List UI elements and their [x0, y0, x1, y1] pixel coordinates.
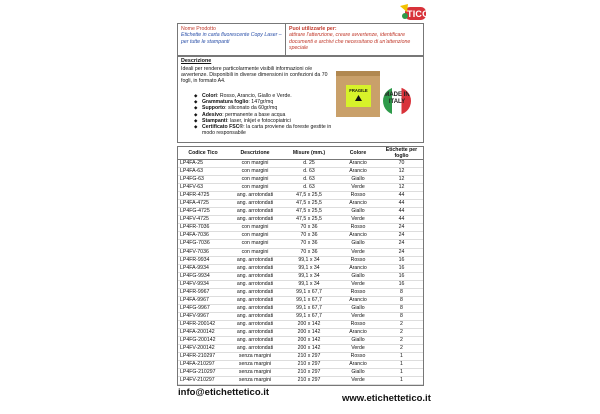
cell-labels-per-sheet: 24	[380, 240, 423, 248]
table-row	[178, 248, 423, 256]
cell-size: 99,1 x 67,7	[282, 288, 336, 296]
usage-cell	[286, 24, 423, 56]
table-row	[178, 240, 423, 248]
cell-description: con margini	[228, 184, 282, 192]
col-header-labels-per-sheet: Etichette per foglio	[380, 147, 423, 160]
cell-description: ang. arrotondati	[228, 280, 282, 288]
cell-description: ang. arrotondati	[228, 288, 282, 296]
table-row	[178, 168, 423, 176]
cell-description: ang. arrotondati	[228, 345, 282, 353]
feature-label: Certificato FSC®	[202, 124, 244, 131]
feature-value: : la carta proviene da foreste gestite in modo responsabile	[202, 124, 332, 137]
cell-labels-per-sheet: 16	[380, 280, 423, 288]
product-header	[177, 23, 424, 57]
cell-code: LP4FA-210297	[178, 361, 228, 369]
cell-labels-per-sheet: 16	[380, 256, 423, 264]
cell-code: LP4FR-210297	[178, 353, 228, 361]
cell-description: con margini	[228, 160, 282, 168]
cell-code: LP4FA-63	[178, 168, 228, 176]
table-row	[178, 256, 423, 264]
cell-code: LP4FV-9967	[178, 312, 228, 320]
table-row	[178, 353, 423, 361]
cell-description: con margini	[228, 232, 282, 240]
footer-email[interactable]: info@etichettetico.it	[178, 387, 270, 398]
cell-code: LP4FG-9934	[178, 272, 228, 280]
cell-code: LP4FV-4725	[178, 216, 228, 224]
product-table	[177, 146, 424, 386]
feature-label: Adesivo	[202, 111, 223, 118]
table-row	[178, 345, 423, 353]
cell-size: 70 x 36	[282, 240, 336, 248]
table-row	[178, 304, 423, 312]
table-row	[178, 280, 423, 288]
cell-color: Giallo	[336, 208, 380, 216]
cell-size: 47,5 x 25,5	[282, 208, 336, 216]
table-row	[178, 320, 423, 328]
table-row	[178, 369, 423, 377]
cell-description: ang. arrotondati	[228, 216, 282, 224]
cell-description: ang. arrotondati	[228, 200, 282, 208]
description-title: Descrizione	[181, 58, 212, 64]
product-name: Etichette in carta fluorescente Copy Laser – per tutte le stampanti	[181, 32, 282, 45]
cell-size: d. 25	[282, 160, 336, 168]
cell-size: 99,1 x 67,7	[282, 296, 336, 304]
cell-code: LP4FG-4725	[178, 208, 228, 216]
cell-color: Verde	[336, 184, 380, 192]
cell-labels-per-sheet: 44	[380, 200, 423, 208]
table-row	[178, 361, 423, 369]
cell-description: ang. arrotondati	[228, 272, 282, 280]
cell-color: Verde	[336, 216, 380, 224]
cell-description: ang. arrotondati	[228, 312, 282, 320]
cell-labels-per-sheet: 24	[380, 224, 423, 232]
cell-size: 210 x 297	[282, 353, 336, 361]
cell-code: LP4FR-200142	[178, 320, 228, 328]
cell-size: 210 x 297	[282, 369, 336, 377]
cell-code: LP4FV-200142	[178, 345, 228, 353]
cell-color: Rosso	[336, 353, 380, 361]
cell-size: 99,1 x 34	[282, 280, 336, 288]
cell-color: Arancio	[336, 328, 380, 336]
cell-labels-per-sheet: 1	[380, 377, 423, 385]
cell-labels-per-sheet: 12	[380, 168, 423, 176]
table-row	[178, 296, 423, 304]
table-header-row	[178, 147, 423, 160]
cell-code: LP4FA-4725	[178, 200, 228, 208]
cell-size: 200 x 142	[282, 328, 336, 336]
description-text: Ideali per rendere particolarmente visibili informazioni o/e avvertenze. Disponibili in diverse dimensioni in confezioni da 70 fogli, in formato A4.	[181, 66, 328, 85]
cell-color: Verde	[336, 345, 380, 353]
cell-color: Giallo	[336, 304, 380, 312]
cell-labels-per-sheet: 70	[380, 160, 423, 168]
cell-color: Arancio	[336, 232, 380, 240]
cell-size: d. 63	[282, 184, 336, 192]
cell-labels-per-sheet: 8	[380, 296, 423, 304]
table-row	[178, 312, 423, 320]
cell-description: con margini	[228, 224, 282, 232]
product-name-cell	[178, 24, 286, 56]
cell-code: LP4FG-9967	[178, 304, 228, 312]
cell-code: LP4FV-9934	[178, 280, 228, 288]
cell-code: LP4FG-63	[178, 176, 228, 184]
feature-value: : Rosso, Arancio, Giallo e Verde.	[217, 93, 292, 99]
table-row	[178, 377, 423, 385]
cell-code: LP4FR-9934	[178, 256, 228, 264]
cell-description: ang. arrotondati	[228, 304, 282, 312]
cell-code: LP4FA-200142	[178, 328, 228, 336]
cell-labels-per-sheet: 1	[380, 353, 423, 361]
cell-color: Verde	[336, 280, 380, 288]
cell-color: Verde	[336, 248, 380, 256]
feature-item	[194, 124, 344, 136]
cell-code: LP4FG-7036	[178, 240, 228, 248]
cell-size: 70 x 36	[282, 224, 336, 232]
col-header-size: Misure (mm.)	[282, 147, 336, 160]
cell-labels-per-sheet: 8	[380, 312, 423, 320]
cell-size: 99,1 x 67,7	[282, 312, 336, 320]
cell-description: ang. arrotondati	[228, 192, 282, 200]
product-image	[336, 71, 380, 117]
cell-description: con margini	[228, 176, 282, 184]
cell-color: Rosso	[336, 256, 380, 264]
cell-size: 210 x 297	[282, 361, 336, 369]
cell-color: Rosso	[336, 320, 380, 328]
table-row	[178, 264, 423, 272]
feature-label: Colori	[202, 93, 217, 99]
cell-code: LP4FG-210297	[178, 369, 228, 377]
cell-size: 200 x 142	[282, 337, 336, 345]
table-row	[178, 176, 423, 184]
cell-labels-per-sheet: 24	[380, 248, 423, 256]
cell-size: d. 63	[282, 168, 336, 176]
cell-code: LP4FV-63	[178, 184, 228, 192]
cell-labels-per-sheet: 24	[380, 232, 423, 240]
cell-size: 47,5 x 25,5	[282, 200, 336, 208]
cell-color: Arancio	[336, 168, 380, 176]
cell-code: LP4FA-7036	[178, 232, 228, 240]
logo-text: TICO	[407, 9, 430, 19]
cell-description: con margini	[228, 248, 282, 256]
cell-labels-per-sheet: 12	[380, 176, 423, 184]
cell-code: LP4FR-4725	[178, 192, 228, 200]
cell-description: ang. arrotondati	[228, 296, 282, 304]
cell-labels-per-sheet: 8	[380, 304, 423, 312]
table-row	[178, 200, 423, 208]
cell-labels-per-sheet: 2	[380, 345, 423, 353]
cell-description: ang. arrotondati	[228, 328, 282, 336]
cell-size: 210 x 297	[282, 377, 336, 385]
cell-size: d. 63	[282, 176, 336, 184]
feature-label: Stampanti	[202, 117, 228, 124]
table-row	[178, 328, 423, 336]
cell-labels-per-sheet: 1	[380, 369, 423, 377]
made-in-italy-text: MADE IN ITALY	[384, 92, 410, 105]
cell-description: ang. arrotondati	[228, 208, 282, 216]
usage-label: Puoi utilizzarle per:	[289, 26, 337, 32]
cell-labels-per-sheet: 12	[380, 184, 423, 192]
cell-size: 47,5 x 25,5	[282, 216, 336, 224]
cell-labels-per-sheet: 44	[380, 216, 423, 224]
cell-code: LP4FV-7036	[178, 248, 228, 256]
table-row	[178, 224, 423, 232]
cell-color: Giallo	[336, 337, 380, 345]
cell-description: senza margini	[228, 361, 282, 369]
cell-labels-per-sheet: 44	[380, 208, 423, 216]
cell-color: Rosso	[336, 224, 380, 232]
cell-labels-per-sheet: 2	[380, 320, 423, 328]
cell-code: LP4FR-9967	[178, 288, 228, 296]
cell-color: Giallo	[336, 369, 380, 377]
cell-color: Rosso	[336, 288, 380, 296]
table-row	[178, 208, 423, 216]
table-row	[178, 192, 423, 200]
cell-color: Arancio	[336, 361, 380, 369]
cell-code: LP4FA-9934	[178, 264, 228, 272]
table-row	[178, 232, 423, 240]
cell-color: Arancio	[336, 200, 380, 208]
cell-size: 200 x 142	[282, 345, 336, 353]
cell-size: 99,1 x 34	[282, 256, 336, 264]
footer-website[interactable]: www.etichettetico.it	[342, 393, 431, 404]
table-row	[178, 337, 423, 345]
feature-list	[194, 93, 344, 136]
table-row	[178, 216, 423, 224]
cell-color: Arancio	[336, 264, 380, 272]
cell-size: 70 x 36	[282, 248, 336, 256]
cell-description: ang. arrotondati	[228, 256, 282, 264]
cell-code: LP4FA-25	[178, 160, 228, 168]
product-name-label: Nome Prodotto	[181, 26, 216, 32]
cell-color: Verde	[336, 312, 380, 320]
cell-code: LP4FA-9967	[178, 296, 228, 304]
cell-description: ang. arrotondati	[228, 320, 282, 328]
cell-code: LP4FR-7036	[178, 224, 228, 232]
cell-code: LP4FV-210297	[178, 377, 228, 385]
cell-description: senza margini	[228, 377, 282, 385]
table-row	[178, 160, 423, 168]
cell-color: Giallo	[336, 240, 380, 248]
feature-label: Supporto	[202, 105, 226, 112]
cell-size: 99,1 x 34	[282, 272, 336, 280]
cell-color: Rosso	[336, 192, 380, 200]
cell-description: ang. arrotondati	[228, 337, 282, 345]
cell-color: Arancio	[336, 296, 380, 304]
cell-labels-per-sheet: 44	[380, 192, 423, 200]
cell-description: con margini	[228, 240, 282, 248]
cell-description: senza margini	[228, 369, 282, 377]
feature-value: : permanente a base acqua	[222, 111, 286, 118]
cell-color: Giallo	[336, 272, 380, 280]
cell-code: LP4FG-200142	[178, 337, 228, 345]
cell-size: 200 x 142	[282, 320, 336, 328]
cell-size: 99,1 x 67,7	[282, 304, 336, 312]
cell-description: con margini	[228, 168, 282, 176]
col-header-color: Colore	[336, 147, 380, 160]
usage-text: attirare l'attenzione, creare avvertenze, identificare documenti e archivi che necessitano di un'attenzione speciale	[289, 32, 411, 51]
table-row	[178, 184, 423, 192]
cell-labels-per-sheet: 2	[380, 328, 423, 336]
cell-color: Verde	[336, 377, 380, 385]
cell-color: Giallo	[336, 176, 380, 184]
table-row	[178, 288, 423, 296]
cell-labels-per-sheet: 16	[380, 264, 423, 272]
feature-value: : siliconato da 60gr/mq	[225, 105, 278, 112]
feature-value: : laser, inkjet e fotocopiatrici	[227, 117, 291, 124]
cell-description: senza margini	[228, 353, 282, 361]
cell-color: Arancio	[336, 160, 380, 168]
cell-labels-per-sheet: 2	[380, 337, 423, 345]
feature-value: : 147gr/mq	[248, 99, 274, 106]
cell-size: 70 x 36	[282, 232, 336, 240]
cell-size: 99,1 x 34	[282, 264, 336, 272]
fragile-label: FRAGILE	[349, 88, 368, 93]
made-in-italy-badge	[383, 87, 411, 115]
cell-size: 47,5 x 25,5	[282, 192, 336, 200]
cell-labels-per-sheet: 8	[380, 288, 423, 296]
feature-label: Grammatura foglio	[202, 99, 249, 106]
col-header-description: Descrizione	[228, 147, 282, 160]
table-row	[178, 272, 423, 280]
col-header-code: Codice Tico	[178, 147, 228, 160]
cell-labels-per-sheet: 16	[380, 272, 423, 280]
cell-description: ang. arrotondati	[228, 264, 282, 272]
cell-labels-per-sheet: 1	[380, 361, 423, 369]
